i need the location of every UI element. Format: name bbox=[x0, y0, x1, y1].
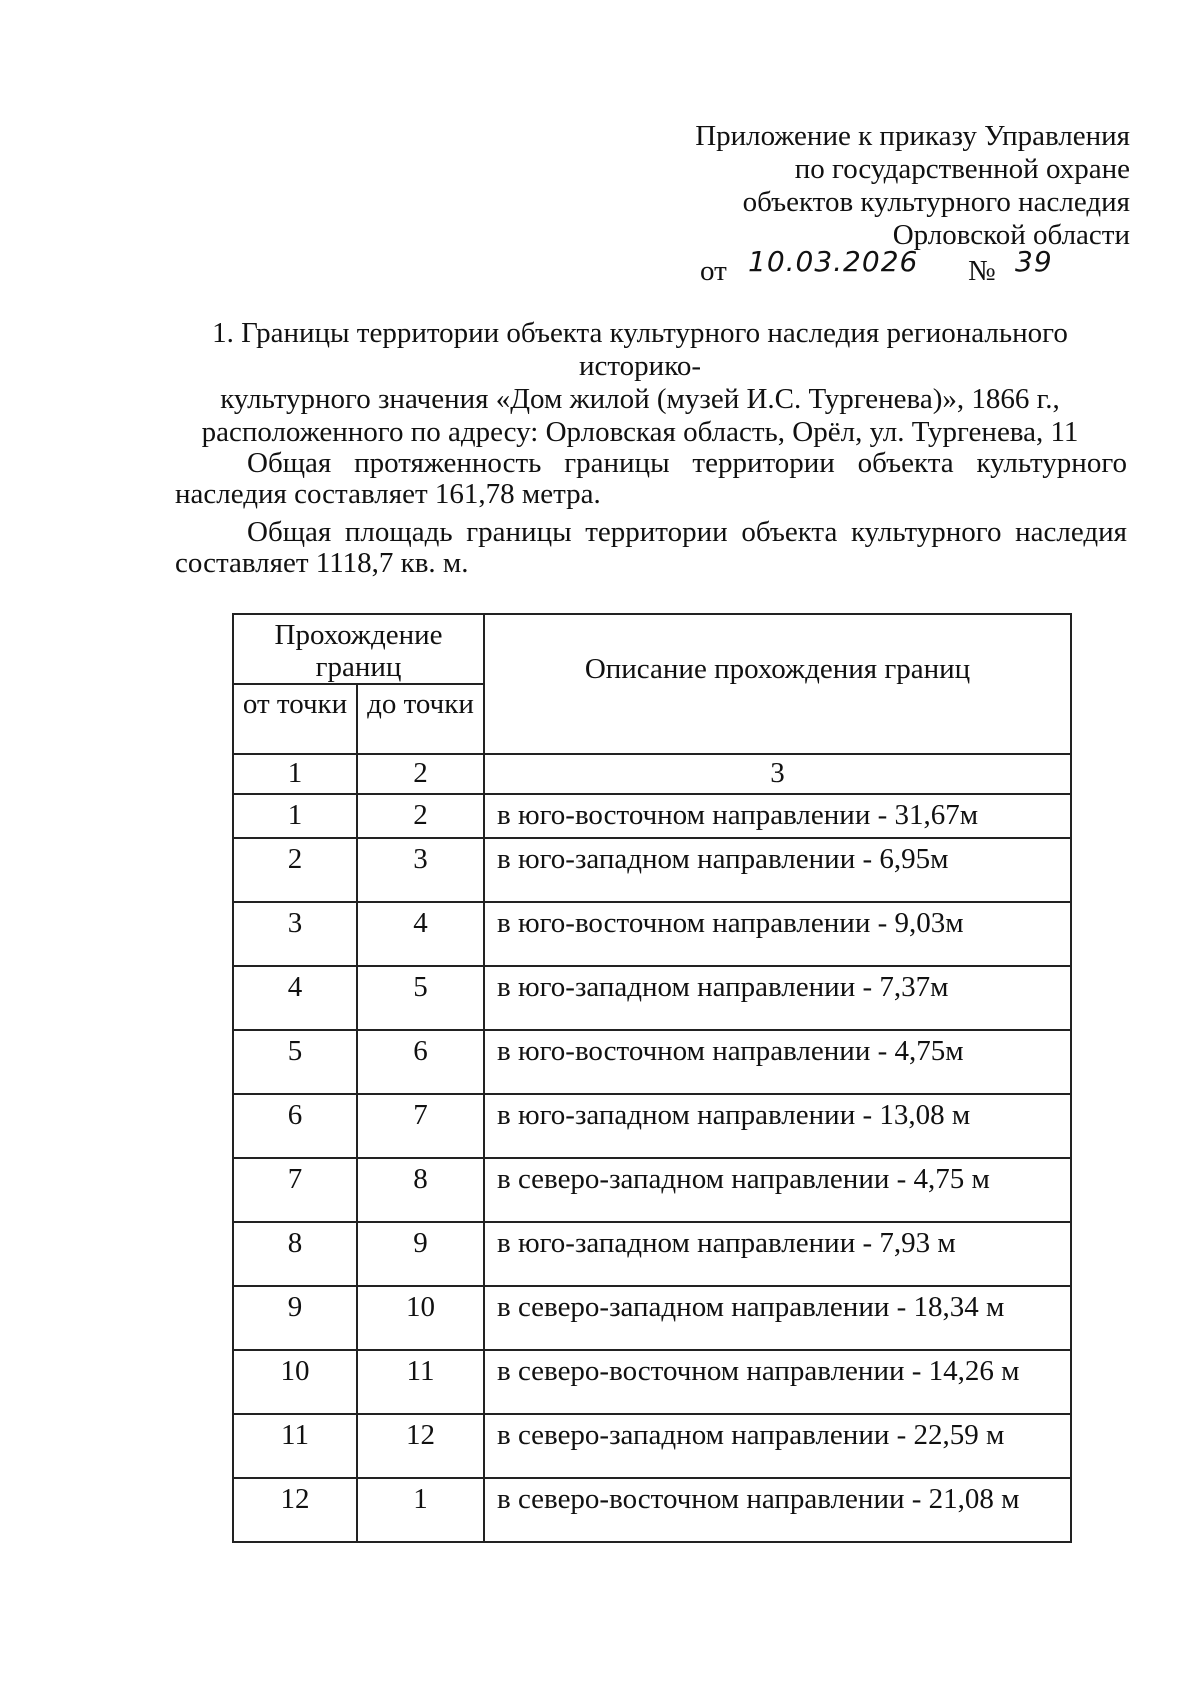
heading-line: культурного значения «Дом жилой (музей И.С. Тургенева)», 1866 г., bbox=[220, 383, 1060, 415]
description-cell: в юго-западном направлении - 6,95м bbox=[484, 838, 1071, 902]
area-paragraph: Общая площадь границы территории объекта культурного наследия составляет 1118,7 кв. м. bbox=[175, 516, 1127, 579]
from-point-header: от точки bbox=[233, 684, 357, 754]
to-point-cell: 11 bbox=[357, 1350, 484, 1414]
to-point-cell: 12 bbox=[357, 1414, 484, 1478]
heading-line: расположенного по адресу: Орловская область, Орёл, ул. Тургенева, 11 bbox=[201, 416, 1079, 448]
table-row bbox=[233, 1286, 1071, 1350]
description-cell: в юго-западном направлении - 7,37м bbox=[484, 966, 1071, 1030]
boundary-table bbox=[232, 613, 1072, 1543]
to-point-cell: 5 bbox=[357, 966, 484, 1030]
from-point-cell: 8 bbox=[233, 1222, 357, 1286]
description-header: Описание прохождения границ bbox=[484, 614, 1071, 754]
handwritten-date: 10.03.2026 bbox=[748, 245, 919, 278]
to-point-cell: 4 bbox=[357, 902, 484, 966]
description-cell: в юго-западном направлении - 7,93 м bbox=[484, 1222, 1071, 1286]
to-point-cell: 8 bbox=[357, 1158, 484, 1222]
description-cell: в северо-западном направлении - 4,75 м bbox=[484, 1158, 1071, 1222]
column-number: 3 bbox=[484, 754, 1071, 794]
heading-line: 1. Границы территории объекта культурного наследия регионального историко- bbox=[212, 317, 1068, 382]
to-point-cell: 10 bbox=[357, 1286, 484, 1350]
appendix-line: Орловской области bbox=[892, 219, 1130, 251]
length-paragraph: Общая протяженность границы территории объекта культурного наследия составляет 161,78 метра. bbox=[175, 447, 1127, 510]
table-row bbox=[233, 1094, 1071, 1158]
to-point-header: до точки bbox=[357, 684, 484, 754]
description-cell: в юго-восточном направлении - 31,67м bbox=[484, 794, 1071, 838]
description-cell: в северо-западном направлении - 18,34 м bbox=[484, 1286, 1071, 1350]
from-point-cell: 5 bbox=[233, 1030, 357, 1094]
to-point-cell: 7 bbox=[357, 1094, 484, 1158]
appendix-line: Приложение к приказу Управления bbox=[695, 120, 1130, 152]
section-heading bbox=[150, 317, 1130, 449]
from-point-cell: 12 bbox=[233, 1478, 357, 1542]
table-row bbox=[233, 1414, 1071, 1478]
from-point-cell: 7 bbox=[233, 1158, 357, 1222]
from-point-cell: 1 bbox=[233, 794, 357, 838]
description-cell: в юго-восточном направлении - 9,03м bbox=[484, 902, 1071, 966]
to-point-cell: 1 bbox=[357, 1478, 484, 1542]
table-row bbox=[233, 966, 1071, 1030]
column-number: 1 bbox=[233, 754, 357, 794]
column-number: 2 bbox=[357, 754, 484, 794]
table-row bbox=[233, 1350, 1071, 1414]
from-point-cell: 11 bbox=[233, 1414, 357, 1478]
handwritten-number: 39 bbox=[1015, 245, 1053, 278]
to-point-cell: 3 bbox=[357, 838, 484, 902]
from-point-cell: 3 bbox=[233, 902, 357, 966]
to-point-cell: 6 bbox=[357, 1030, 484, 1094]
number-sign: № bbox=[968, 255, 996, 287]
to-point-cell: 9 bbox=[357, 1222, 484, 1286]
description-cell: в юго-западном направлении - 13,08 м bbox=[484, 1094, 1071, 1158]
appendix-block bbox=[695, 120, 1130, 252]
description-cell: в северо-восточном направлении - 21,08 м bbox=[484, 1478, 1071, 1542]
from-point-cell: 10 bbox=[233, 1350, 357, 1414]
table-row bbox=[233, 794, 1071, 838]
appendix-line: объектов культурного наследия bbox=[742, 186, 1130, 218]
to-point-cell: 2 bbox=[357, 794, 484, 838]
table-row bbox=[233, 1222, 1071, 1286]
date-number-line bbox=[700, 245, 1130, 285]
group-header: Прохождение границ bbox=[233, 614, 484, 684]
table-row bbox=[233, 838, 1071, 902]
appendix-line: по государственной охране bbox=[794, 153, 1130, 185]
date-prefix: от bbox=[700, 255, 727, 287]
description-cell: в северо-западном направлении - 22,59 м bbox=[484, 1414, 1071, 1478]
table-row bbox=[233, 902, 1071, 966]
table-row bbox=[233, 1158, 1071, 1222]
from-point-cell: 6 bbox=[233, 1094, 357, 1158]
description-cell: в юго-восточном направлении - 4,75м bbox=[484, 1030, 1071, 1094]
table-row bbox=[233, 1478, 1071, 1542]
from-point-cell: 9 bbox=[233, 1286, 357, 1350]
description-cell: в северо-восточном направлении - 14,26 м bbox=[484, 1350, 1071, 1414]
from-point-cell: 2 bbox=[233, 838, 357, 902]
from-point-cell: 4 bbox=[233, 966, 357, 1030]
table-row bbox=[233, 1030, 1071, 1094]
